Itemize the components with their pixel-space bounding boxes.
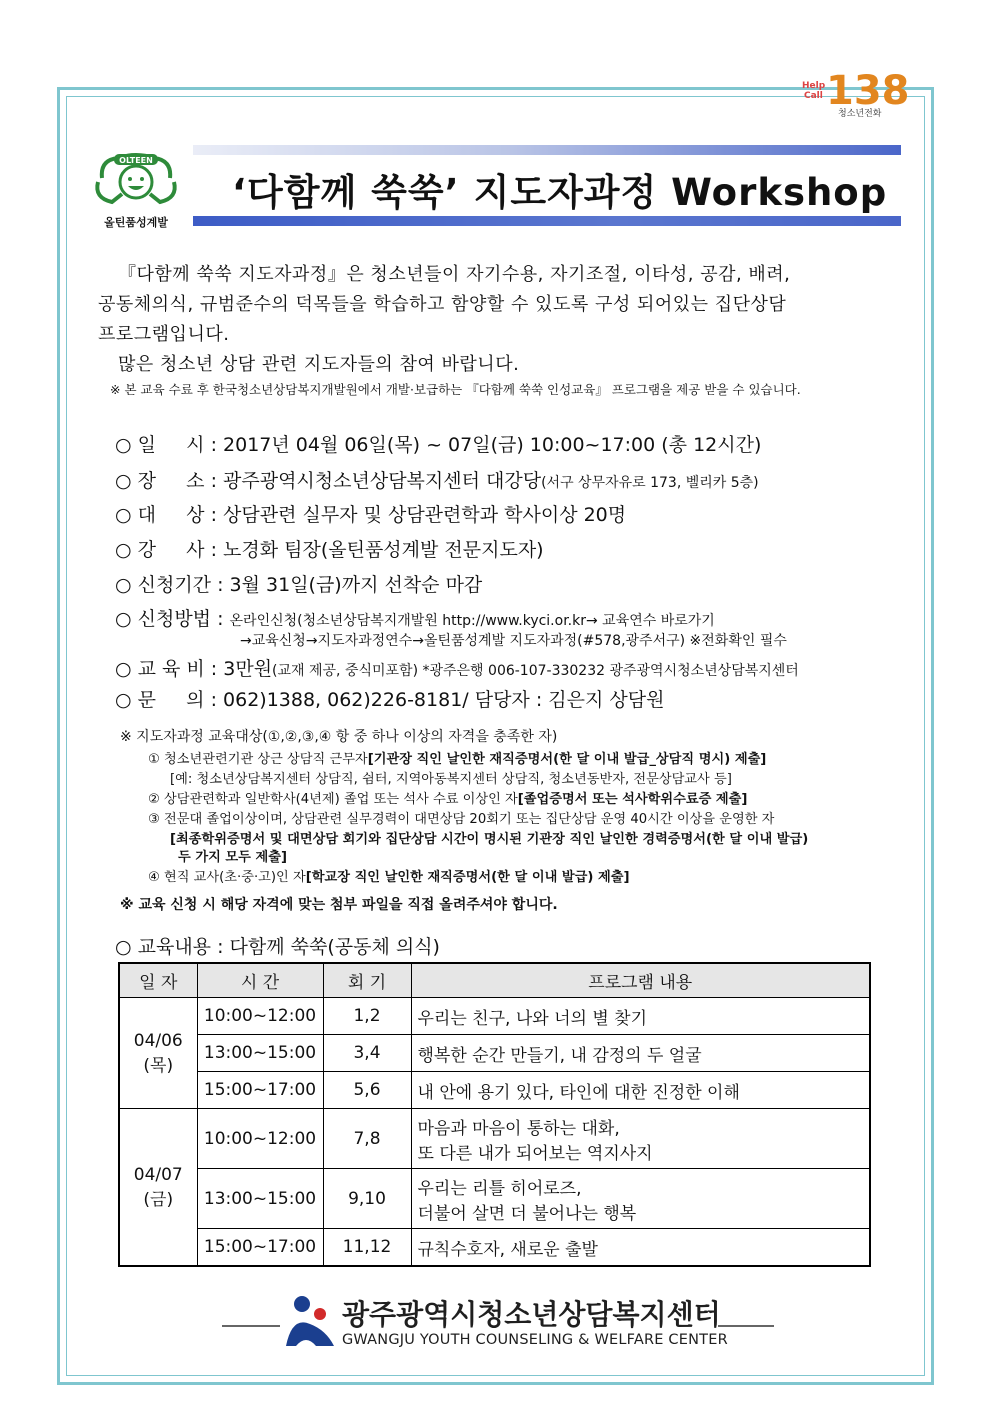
session-cell: 9,10 [323,1169,411,1229]
qualification-4-text: ④ 현직 교사(초·중·고)인 자 [148,870,306,885]
schedule-table [118,962,871,1267]
qualification-3: ③ 전문대 졸업이상이며, 상담관련 실무경력이 대면상담 20회기 또는 집단상담 운영 40시간 이상을 운영한 자 [148,812,775,827]
lecturer-value: 노경화 팀장(올틴품성계발 전문지도자) [223,539,544,561]
header-program: 프로그램 내용 [411,963,870,998]
day-1-weekday: (목) [143,1055,174,1076]
fee-label: ○ 교 육 비 : [115,658,218,680]
program-line-2: 또 다른 내가 되어보는 역지사지 [417,1143,653,1164]
session-cell: 7,8 [323,1109,411,1169]
intro-line-1: 『다함께 쑥쑥 지도자과정』은 청소년들이 자기수용, 자기조절, 이타성, 공감, 배려, [118,264,791,285]
fee-value: 3만원 [223,658,273,680]
info-period [115,570,482,597]
method-value-1: 온라인신청(청소년상담복지개발원 http://www.kyci.or.kr→ 교육연수 바로가기 [229,613,715,629]
qualification-1-text: ① 청소년관련기관 상근 상담직 근무자 [148,752,368,767]
olteen-caption: 올틴품성계발 [104,216,168,229]
help-text: Help [802,81,826,91]
header-time: 시 간 [197,963,323,998]
info-method [115,604,715,631]
place-label: ○ 장 소 : [115,470,217,492]
intro-line-3: 프로그램입니다. [98,324,230,345]
contact-value: 062)1388, 062)226-8181/ 담당자 : 김은지 상담원 [223,689,665,711]
intro-note: ※ 본 교육 수료 후 한국청소년상담복지개발원에서 개발·보급하는 『다함께 쑥쑥 인성교육』 프로그램을 제공 받을 수 있습니다. [110,382,801,397]
day-1-cell [119,998,197,1109]
header-session: 회 기 [323,963,411,998]
session-cell: 11,12 [323,1229,411,1267]
lecturer-label: ○ 강 사 : [115,539,217,561]
qualification-3-doc-1: [최종학위증명서 및 대면상담 회기와 집단상담 시간이 명시된 기관장 직인 날인한 경력증명서(한 달 이내 발급) [170,832,809,847]
footer-center-name: 광주광역시청소년상담복지센터 [342,1298,721,1331]
info-contact [115,685,664,712]
day-2-date: 04/07 [133,1164,183,1185]
program-cell [411,1169,870,1229]
day-2-cell [119,1109,197,1267]
info-lecturer [115,535,544,562]
session-cell: 5,6 [323,1072,411,1109]
program-line-1: 우리는 리틀 히어로즈, [417,1178,582,1199]
place-detail: (서구 상무자유로 173, 벨리카 5층) [541,475,759,491]
intro-line-2: 공동체의식, 규범준수의 덕목들을 학습하고 함양할 수 있도록 구성 되어있는 집단상담 [98,294,787,315]
contact-label: ○ 문 의 : [115,689,217,711]
program-cell: 행복한 순간 만들기, 내 감정의 두 얼굴 [411,1035,870,1072]
period-value: 3월 31일(금)까지 선착순 마감 [229,574,483,596]
qualification-4-doc: [학교장 직인 날인한 재직증명서(한 달 이내 발급) 제출] [305,870,630,885]
qualification-2-text: ② 상담관련학과 일반학사(4년제) 졸업 또는 석사 수료 이상인 자 [148,792,518,807]
time-cell: 13:00~15:00 [197,1169,323,1229]
target-value: 상담관련 실무자 및 상담관련학과 학사이상 20명 [223,504,627,526]
youth-phone-text: 청소년전화 [838,109,882,119]
program-cell: 내 안에 용기 있다, 타인에 대한 진정한 이해 [411,1072,870,1109]
footer-center-name-en: GWANGJU YOUTH COUNSELING & WELFARE CENTER [342,1332,728,1348]
program-line-1: 마음과 마음이 통하는 대화, [417,1118,620,1139]
attach-note: ※ 교육 신청 시 해당 자격에 맞는 첨부 파일을 직접 올려주셔야 합니다. [120,897,558,913]
program-line-2: 더불어 살면 더 불어나는 행복 [417,1203,637,1224]
center-logo [282,1294,338,1350]
method-value-2: →교육신청→지도자과정연수→올틴품성계발 지도자과정(#578,광주서구) ※전화확인 필수 [240,633,787,649]
table-row [119,1072,870,1109]
fee-detail: (교재 제공, 중식미포함) *광주은행 006-107-330232 광주광역시청소년상담복지센터 [272,663,799,679]
time-cell: 15:00~17:00 [197,1072,323,1109]
time-cell: 10:00~12:00 [197,1109,323,1169]
title-bar-top [193,145,901,155]
info-target [115,500,626,527]
content-heading: ○ 교육내용 : 다함께 쑥쑥(공동체 의식) [115,936,440,958]
target-label: ○ 대 상 : [115,504,217,526]
info-place [115,466,759,493]
footer-line-right [718,1325,774,1327]
table-row [119,998,870,1035]
session-cell: 3,4 [323,1035,411,1072]
header-date: 일 자 [119,963,197,998]
table-row [119,1169,870,1229]
place-value: 광주광역시청소년상담복지센터 대강당 [223,470,542,492]
method-label: ○ 신청방법 : [115,608,224,630]
program-cell [411,1109,870,1169]
title-bar-bottom [193,216,901,226]
qualification-2 [148,788,747,807]
help-call-1388-icon [800,52,910,122]
time-cell: 10:00~12:00 [197,998,323,1035]
program-cell: 규칙수호자, 새로운 출발 [411,1229,870,1267]
olteen-face-icon [92,148,180,208]
qualification-1-example: [예: 청소년상담복지센터 상담직, 쉼터, 지역아동복지센터 상담직, 청소년동반자, 전문상담교사 등] [170,772,732,787]
footer-line-left [222,1325,280,1327]
qualification-1-doc: [기관장 직인 날인한 재직증명서(한 달 이내 발급_상담직 명시) 제출] [367,752,767,767]
table-row [119,1229,870,1267]
qualification-1 [148,748,766,767]
qualification-3-doc-2: 두 가지 모두 제출] [178,850,287,865]
number-1388: 138 [826,68,910,114]
help-call-1388-logo [800,52,910,122]
info-date [115,430,761,457]
table-row [119,1109,870,1169]
olteen-logo [92,148,180,230]
center-emblem-icon [282,1294,338,1350]
day-2-weekday: (금) [143,1189,174,1210]
olteen-badge-text: OLTEEN [119,156,153,165]
program-cell: 우리는 친구, 나와 너의 별 찾기 [411,998,870,1035]
time-cell: 13:00~15:00 [197,1035,323,1072]
time-cell: 15:00~17:00 [197,1229,323,1267]
page-title: ‘다함께 쑥쑥’ 지도자과정 Workshop [232,171,888,214]
info-fee [115,654,799,681]
period-label: ○ 신청기간 : [115,574,224,596]
session-cell: 1,2 [323,998,411,1035]
qualification-4 [148,866,630,885]
date-label: ○ 일 시 : [115,434,217,456]
intro-line-4: 많은 청소년 상담 관련 지도자들의 참여 바랍니다. [118,354,520,375]
day-1-date: 04/06 [133,1030,183,1051]
qualification-header: ※ 지도자과정 교육대상(①,②,③,④ 항 중 하나 이상의 자격을 충족한 자) [120,729,558,745]
date-value: 2017년 04월 06일(목) ~ 07일(금) 10:00~17:00 (총 12시간) [223,434,762,456]
call-text: Call [804,91,823,101]
qualification-2-doc: [졸업증명서 또는 석사학위수료증 제출] [517,792,748,807]
table-header-row [119,963,870,998]
table-row [119,1035,870,1072]
